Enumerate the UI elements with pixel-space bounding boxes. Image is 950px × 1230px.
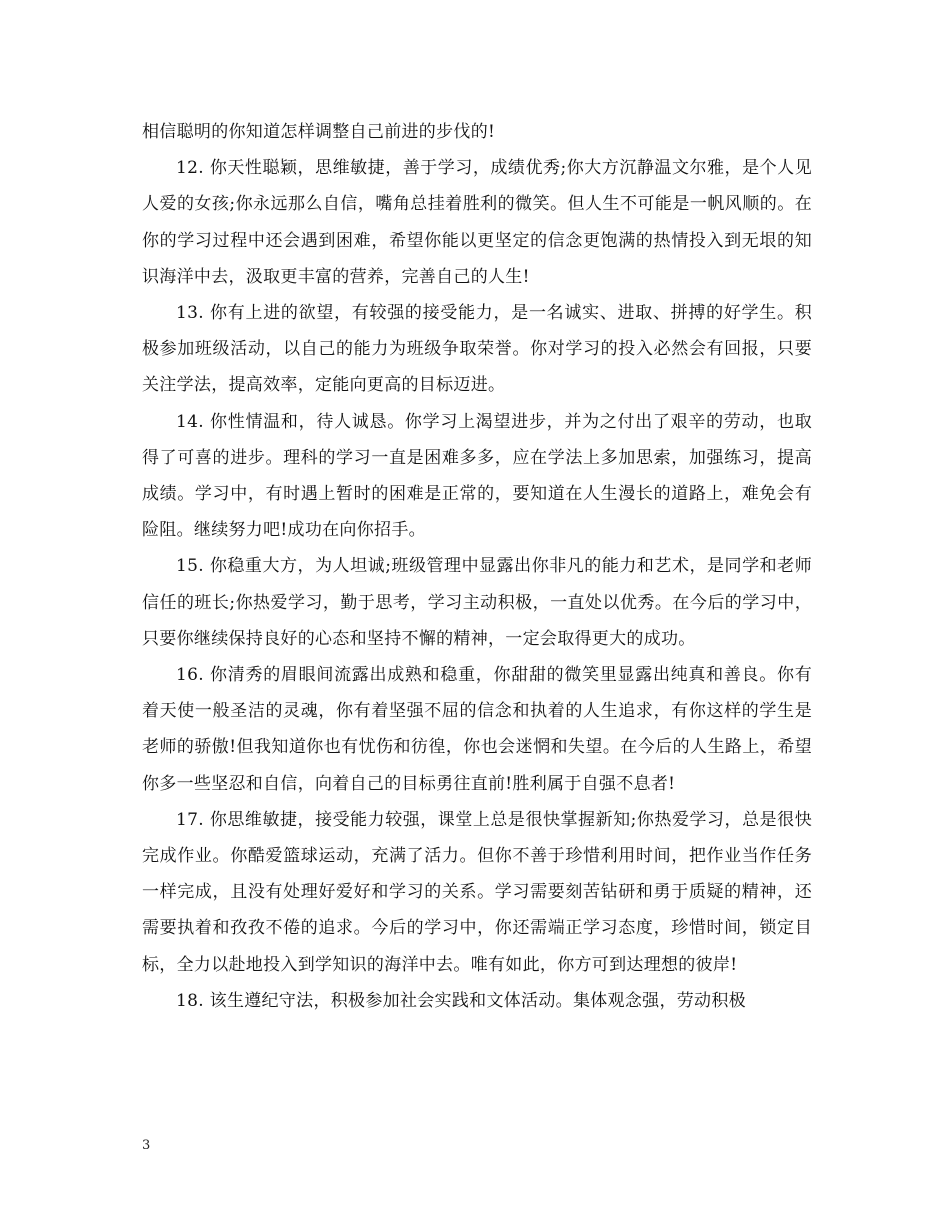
page-number: 3 — [142, 1138, 151, 1153]
document-body — [142, 114, 812, 1019]
paragraph-comment-12: 12. 你天性聪颖，思维敏捷，善于学习，成绩优秀;你大方沉静温文尔雅，是个人见人爱的女孩;你永远那么自信，嘴角总挂着胜利的微笑。但人生不可能是一帆风顺的。在你的学习过程中还会遇到困难，希望你能以更坚定的信念更饱满的热情投入到无垠的知识海洋中去，汲取更丰富的营养，完善自己的人生! — [142, 158, 812, 287]
paragraph-comment-18: 18. 该生遵纪守法，积极参加社会实践和文体活动。集体观念强，劳动积极 — [176, 990, 746, 1011]
paragraph-comment-14: 14. 你性情温和，待人诚恳。你学习上渴望进步，并为之付出了艰辛的劳动，也取得了可喜的进步。理科的学习一直是困难多多，应在学法上多加思索，加强练习，提高成绩。学习中，有时遇上暂时的困难是正常的，要知道在人生漫长的道路上，难免会有险阻。继续努力吧!成功在向你招手。 — [142, 411, 812, 541]
paragraph-continuation: 相信聪明的你知道怎样调整自己前进的步伐的! — [142, 122, 496, 142]
paragraph-comment-15: 15. 你稳重大方，为人坦诚;班级管理中显露出你非凡的能力和艺术，是同学和老师信任的班长;你热爱学习，勤于思考，学习主动积极，一直处以优秀。在今后的学习中，只要你继续保持良好的心态和坚持不懈的精神，一定会取得更大的成功。 — [142, 556, 812, 649]
paragraph-comment-17: 17. 你思维敏捷，接受能力较强，课堂上总是很快掌握新知;你热爱学习，总是很快完成作业。你酷爱篮球运动，充满了活力。但你不善于珍惜利用时间，把作业当作任务一样完成，且没有处理好爱好和学习的关系。学习需要刻苦钻研和勇于质疑的精神，还需要执着和孜孜不倦的追求。今后的学习中，你还需端正学习态度，珍惜时间，锁定目标，全力以赴地投入到学知识的海洋中去。唯有如此，你方可到达理想的彼岸! — [142, 809, 812, 975]
paragraph-comment-13: 13. 你有上进的欲望，有较强的接受能力，是一名诚实、进取、拼搏的好学生。积极参加班级活动，以自己的能力为班级争取荣誉。你对学习的投入必然会有回报，只要关注学法，提高效率，定能向更高的目标迈进。 — [142, 303, 812, 396]
paragraph-comment-16: 16. 你清秀的眉眼间流露出成熟和稳重，你甜甜的微笑里显露出纯真和善良。你有着天使一般圣洁的灵魂，你有着坚强不屈的信念和执着的人生追求，有你这样的学生是老师的骄傲!但我知道你也有忧伤和彷徨，你也会迷惘和失望。在今后的人生路上，希望你多一些坚忍和自信，向着自己的目标勇往直前!胜利属于自强不息者! — [142, 665, 812, 794]
